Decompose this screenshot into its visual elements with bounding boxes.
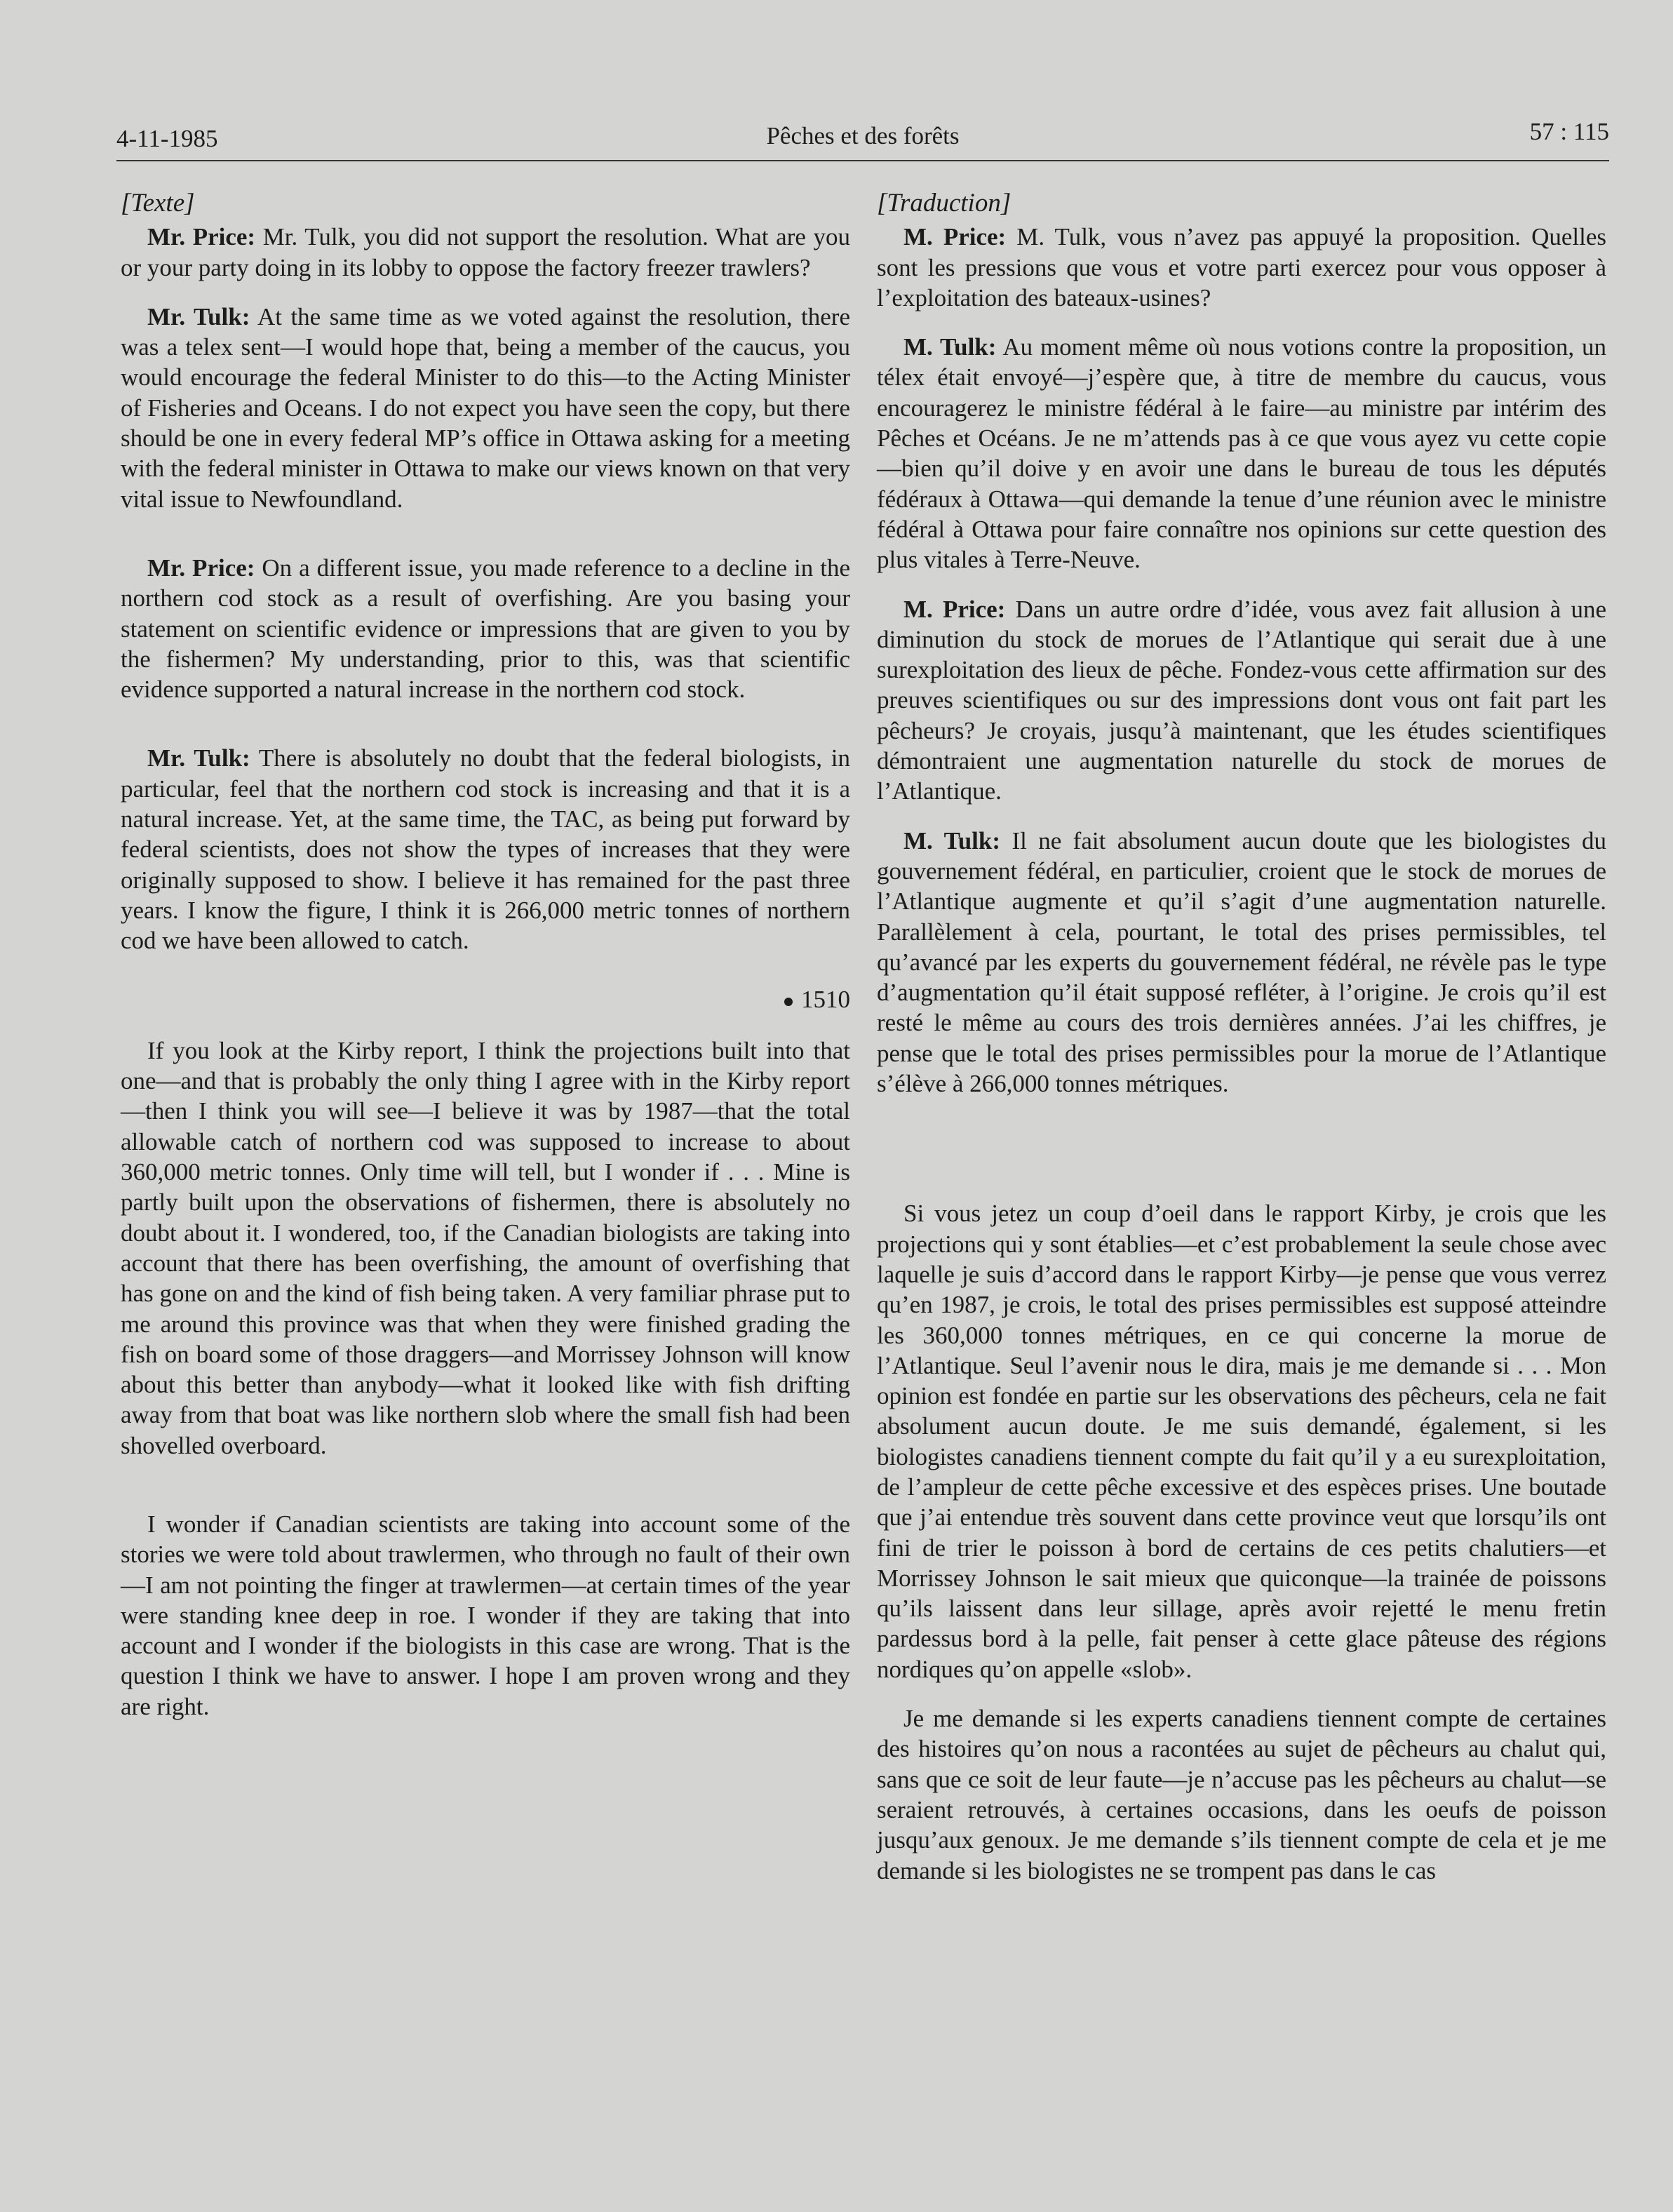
paragraph (877, 332, 1606, 575)
paragraph-text: I wonder if Canadian scientists are taking into account some of the stories we were told about trawlermen, who through no fault of their own—I am not pointing the finger at trawlermen—at certain times of the year were standing knee deep in roe. I wonder if they are taking that into account and I wonder if the biologists in this case are wrong. That is the question I think we have to answer. I hope I am proven wrong and they are right. (121, 1510, 850, 1720)
speaker: Mr. Price: (147, 554, 255, 582)
paragraph-text: There is absolutely no doubt that the federal biologists, in particular, feel that the northern cod stock is increasing and that it is a natural increase. Yet, at the same time, the TAC, as being put forward by federal scientists, does not show the types of increases that they were originally supposed to show. I believe it has remained for the past three years. I know the figure, I think it is 266,000 metric tonnes of northern cod we have been allowed to catch. (121, 744, 850, 955)
bullet-icon (784, 998, 793, 1006)
speaker: M. Tulk: (903, 826, 1001, 854)
paragraph (877, 222, 1606, 313)
paragraph (121, 1035, 850, 1461)
paragraph-text: At the same time as we voted against the resolution, there was a telex sent—I would hope that, being a member of the caucus, you would encourage the federal Minister to do this—to the Acting Minister of Fisheries and Oceans. I do not expect you have seen the copy, but there should be one in every federal MP’s office in Ottawa asking for a meeting with the federal minister in Ottawa to make our views known on that very vital issue to Newfoundland. (121, 302, 850, 513)
paragraph-text: Je me demande si les experts canadiens tiennent compte de certaines des histoires qu’on nous a racontées au sujet de pêcheurs au chalut qui, sans que ce soit de leur faute—je n’accuse pas les pêcheurs au chalut—se seraient retrouvés, à certaines occasions, dans les oeufs de poisson jusqu’aux genoux. Je me demande s’ils tiennent compte de cela et je me demande si les biologistes ne se trompent pas dans le cas (877, 1705, 1606, 1884)
time-marker-text: 1510 (801, 985, 850, 1013)
speaker: Mr. Tulk: (147, 302, 250, 330)
section-label-traduction: [Traduction] (877, 189, 1012, 217)
section-label-texte: [Texte] (121, 189, 195, 217)
paragraph (877, 594, 1606, 807)
paragraph-text: Si vous jetez un coup d’oeil dans le rapport Kirby, je crois que les projections qui y sont établies—et c’est probablement la seule chose avec laquelle je suis d’accord dans le rapport Kirby—je pense que vous verrez qu’en 1987, je crois, le total des prises permissibles est supposé atteindre les 360,000 tonnes métriques, en ce qui concerne la morue de l’Atlantique. Seul l’avenir nous le dira, mais je me demande si . . . Mon opinion est fondée en partie sur les observations des pêcheurs, cela ne fait absolument aucun doute. Je me suis demandé, également, si les biologistes canadiens tiennent compte du fait qu’il y a eu surexploitation, de l’ampleur de cette pêche excessive et des espèces prises. Une boutade que j’ai entendue très souvent dans cette province veut que lorsqu’ils ont fini de trier le poisson à bord de certains de ces petits chalutiers—et Morrissey Johnson le sait mieux que quiconque—la trainée de poissons qu’ils laissent dans leur sillage, après avoir rejetté le menu fretin pardessus bord à la pelle, fait penser à cette glace pâteuse des régions nordiques qu’on appelle «slob». (877, 1200, 1606, 1683)
french-column (877, 188, 1606, 1905)
paragraph-text: Dans un autre ordre d’idée, vous avez fait allusion à une diminution du stock de morues de l’Atlantique qui serait due à une surexploitation des lieux de pêche. Fondez-vous cette affirmation sur des preuves scientifiques ou sur des impressions dont vous ont fait part les pêcheurs? Je croyais, jusqu’à maintenant, que les études scientifiques démontraient une augmentation naturelle du stock de morues de l’Atlantique. (877, 595, 1606, 805)
page-header (116, 118, 1609, 161)
paragraph (121, 553, 850, 704)
spacer (121, 723, 850, 743)
paragraph-text: M. Tulk, vous n’avez pas appuyé la proposition. Quelles sont les pressions que vous et votre parti exercez pour vous opposer à l’exploitation des bateaux-usines? (877, 223, 1607, 311)
header-page-number: 57 : 115 (1529, 118, 1609, 145)
paragraph (877, 1703, 1606, 1886)
speaker: M. Price: (903, 595, 1006, 623)
paragraph-text: Il ne fait absolument aucun doute que les biologistes du gouvernement fédéral, en particulier, croient que le stock de morues de l’Atlantique augmente et qu’il s’agit d’une augmentation naturelle. Parallèlement à cela, pourtant, le total des prises permissibles, tel qu’avancé par les experts du gouvernement fédéral, ne révèle pas le type d’augmentation qu’il était supposé refléter, à l’origine. Je crois qu’il est resté le même au cours des trois dernières années. J’ai les chiffres, je pense que le total des prises permissibles pour la morue de l’Atlantique s’élève à 266,000 tonnes métriques. (877, 826, 1606, 1098)
spacer (121, 533, 850, 553)
time-marker (121, 984, 850, 1014)
paragraph-text: Mr. Tulk, you did not support the resolution. What are you or your party doing in its lobby to oppose the factory freezer trawlers? (121, 223, 850, 281)
paragraph-text: On a different issue, you made reference to a decline in the northern cod stock as a result of overfishing. Are you basing your statement on scientific evidence or impressions that are given to you by the fishermen? My understanding, prior to this, was that scientific evidence supported a natural increase in the northern cod stock. (121, 554, 850, 704)
header-title: Pêches et des forêts (766, 122, 960, 149)
spacer (877, 1118, 1606, 1198)
speaker: M. Tulk: (903, 333, 997, 361)
paragraph (121, 743, 850, 956)
paragraph (121, 222, 850, 283)
paragraph (877, 826, 1606, 1099)
speaker: Mr. Tulk: (147, 744, 250, 772)
spacer (121, 1480, 850, 1509)
paragraph-text: Au moment même où nous votions contre la proposition, un télex était envoyé—j’espère que, à titre de membre du caucus, vous encouragerez le ministre fédéral à le faire—au ministre par intérim des Pêches et Océans. Je ne m’attends pas à ce que vous ayez vu cette copie—bien qu’il doive y en avoir une dans le bureau de tous les députés fédéraux à Ottawa—qui demande la tenue d’une réunion avec le ministre fédéral à Ottawa pour faire connaître nos opinions sur cette question des plus vitales à Terre-Neuve. (877, 333, 1606, 574)
english-column (121, 188, 850, 1741)
paragraph (121, 302, 850, 514)
paragraph (121, 1509, 850, 1722)
paragraph (877, 1198, 1606, 1684)
speaker: M. Price: (903, 223, 1007, 251)
speaker: Mr. Price: (147, 223, 256, 251)
paragraph-text: If you look at the Kirby report, I think the projections built into that one—and that is probably the only thing I agree with in the Kirby report—then I think you will see—I believe it was by 1987—that the total allowable catch of northern cod was supposed to increase to about 360,000 metric tonnes. Only time will tell, but I wonder if . . . Mine is partly built upon the observations of fishermen, there is absolutely no doubt about it. I wondered, too, if the Canadian biologists are taking into account that there has been overfishing, the amount of overfishing that has gone on and the kind of fish being taken. A very familiar phrase put to me around this province was that when they were finished grading the fish on board some of those draggers—and Morrissey Johnson will know about this better than anybody—what it looked like with fish drifting away from that boat was like northern slob where the small fish had been shovelled overboard. (121, 1036, 850, 1459)
header-date: 4-11-1985 (116, 125, 218, 152)
